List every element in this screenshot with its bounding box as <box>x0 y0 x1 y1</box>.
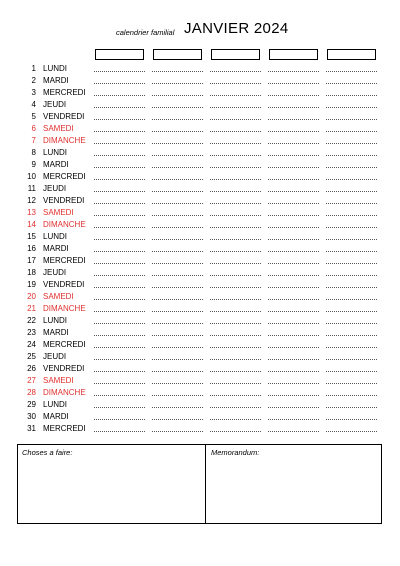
day-row <box>0 279 400 291</box>
entry-line[interactable] <box>268 287 319 288</box>
entry-line[interactable] <box>268 347 319 348</box>
day-number: 21 <box>27 304 36 313</box>
entry-line[interactable] <box>152 371 203 372</box>
day-number: 7 <box>31 136 36 145</box>
member-name-box[interactable] <box>153 49 202 60</box>
day-name: SAMEDI <box>43 208 74 217</box>
day-name: LUNDI <box>43 400 68 409</box>
entry-line[interactable] <box>210 83 261 84</box>
day-name: MERCREDI <box>43 340 86 349</box>
entry-line[interactable] <box>210 95 261 96</box>
entry-line[interactable] <box>152 83 203 84</box>
entry-line[interactable] <box>210 119 261 120</box>
day-name: MARDI <box>43 328 69 337</box>
entry-line[interactable] <box>152 299 203 300</box>
entry-line[interactable] <box>326 71 377 72</box>
entry-line[interactable] <box>94 347 145 348</box>
entry-line[interactable] <box>210 335 261 336</box>
entry-line[interactable] <box>268 383 319 384</box>
day-row <box>0 315 400 327</box>
entry-line[interactable] <box>268 215 319 216</box>
entry-line[interactable] <box>326 215 377 216</box>
day-row <box>0 75 400 87</box>
entry-line[interactable] <box>326 419 377 420</box>
entry-line[interactable] <box>326 119 377 120</box>
day-number: 18 <box>27 268 36 277</box>
entry-line[interactable] <box>152 347 203 348</box>
day-row <box>0 267 400 279</box>
day-row <box>0 363 400 375</box>
entry-line[interactable] <box>326 95 377 96</box>
entry-line[interactable] <box>94 239 145 240</box>
entry-line[interactable] <box>152 359 203 360</box>
day-name: JEUDI <box>43 100 67 109</box>
day-row <box>0 351 400 363</box>
day-name: SAMEDI <box>43 124 74 133</box>
day-row <box>0 207 400 219</box>
day-number: 31 <box>27 424 36 433</box>
entry-line[interactable] <box>210 371 261 372</box>
day-row <box>0 423 400 435</box>
entry-line[interactable] <box>94 299 145 300</box>
entry-line[interactable] <box>94 359 145 360</box>
entry-line[interactable] <box>210 167 261 168</box>
entry-line[interactable] <box>210 419 261 420</box>
entry-line[interactable] <box>268 311 319 312</box>
day-number: 24 <box>27 340 36 349</box>
entry-line[interactable] <box>326 83 377 84</box>
day-row <box>0 339 400 351</box>
day-name: MERCREDI <box>43 256 86 265</box>
entry-line[interactable] <box>268 131 319 132</box>
entry-line[interactable] <box>268 167 319 168</box>
entry-line[interactable] <box>210 407 261 408</box>
day-row <box>0 219 400 231</box>
day-name: DIMANCHE <box>43 388 86 397</box>
entry-line[interactable] <box>326 359 377 360</box>
entry-line[interactable] <box>268 203 319 204</box>
day-number: 17 <box>27 256 36 265</box>
day-number: 20 <box>27 292 36 301</box>
day-row <box>0 327 400 339</box>
day-name: MARDI <box>43 244 69 253</box>
entry-line[interactable] <box>326 191 377 192</box>
day-row <box>0 171 400 183</box>
entry-line[interactable] <box>268 395 319 396</box>
entry-line[interactable] <box>326 431 377 432</box>
entry-line[interactable] <box>152 95 203 96</box>
entry-line[interactable] <box>94 71 145 72</box>
entry-line[interactable] <box>326 167 377 168</box>
entry-line[interactable] <box>94 263 145 264</box>
day-number: 27 <box>27 376 36 385</box>
entry-line[interactable] <box>94 191 145 192</box>
entry-line[interactable] <box>268 239 319 240</box>
day-name: SAMEDI <box>43 292 74 301</box>
day-number: 6 <box>31 124 36 133</box>
entry-line[interactable] <box>152 143 203 144</box>
entry-line[interactable] <box>210 143 261 144</box>
entry-line[interactable] <box>94 251 145 252</box>
entry-line[interactable] <box>152 395 203 396</box>
entry-line[interactable] <box>152 119 203 120</box>
day-name: MARDI <box>43 76 69 85</box>
entry-line[interactable] <box>210 299 261 300</box>
entry-line[interactable] <box>94 419 145 420</box>
entry-line[interactable] <box>326 383 377 384</box>
day-name: MARDI <box>43 412 69 421</box>
entry-line[interactable] <box>210 215 261 216</box>
entry-line[interactable] <box>210 431 261 432</box>
entry-line[interactable] <box>210 311 261 312</box>
day-name: MERCREDI <box>43 88 86 97</box>
entry-line[interactable] <box>268 359 319 360</box>
entry-line[interactable] <box>152 203 203 204</box>
entry-line[interactable] <box>152 323 203 324</box>
entry-line[interactable] <box>268 263 319 264</box>
entry-line[interactable] <box>326 371 377 372</box>
entry-line[interactable] <box>210 251 261 252</box>
notes-section <box>17 444 382 524</box>
day-row <box>0 195 400 207</box>
day-row <box>0 159 400 171</box>
day-name: MERCREDI <box>43 172 86 181</box>
entry-line[interactable] <box>268 275 319 276</box>
day-name: JEUDI <box>43 184 67 193</box>
entry-line[interactable] <box>94 335 145 336</box>
day-name: MERCREDI <box>43 424 86 433</box>
entry-line[interactable] <box>152 287 203 288</box>
entry-line[interactable] <box>326 107 377 108</box>
entry-line[interactable] <box>326 179 377 180</box>
entry-line[interactable] <box>94 323 145 324</box>
day-row <box>0 255 400 267</box>
day-number: 30 <box>27 412 36 421</box>
day-name: DIMANCHE <box>43 136 86 145</box>
entry-line[interactable] <box>94 383 145 384</box>
day-row <box>0 147 400 159</box>
entry-line[interactable] <box>326 275 377 276</box>
entry-line[interactable] <box>94 143 145 144</box>
calendar-subtitle: calendrier familial <box>116 28 175 37</box>
day-number: 16 <box>27 244 36 253</box>
day-number: 19 <box>27 280 36 289</box>
header <box>0 20 400 42</box>
entry-line[interactable] <box>94 131 145 132</box>
day-number: 3 <box>31 88 36 97</box>
day-number: 4 <box>31 100 36 109</box>
entry-line[interactable] <box>268 95 319 96</box>
entry-line[interactable] <box>326 131 377 132</box>
day-name: SAMEDI <box>43 376 74 385</box>
entry-line[interactable] <box>268 335 319 336</box>
entry-line[interactable] <box>94 95 145 96</box>
entry-line[interactable] <box>268 71 319 72</box>
day-number: 25 <box>27 352 36 361</box>
day-row <box>0 231 400 243</box>
day-number: 15 <box>27 232 36 241</box>
entry-line[interactable] <box>326 251 377 252</box>
entry-line[interactable] <box>210 179 261 180</box>
day-row <box>0 183 400 195</box>
entry-line[interactable] <box>268 143 319 144</box>
entry-line[interactable] <box>94 431 145 432</box>
entry-line[interactable] <box>210 383 261 384</box>
entry-line[interactable] <box>326 347 377 348</box>
day-row <box>0 135 400 147</box>
entry-line[interactable] <box>152 191 203 192</box>
member-name-box[interactable] <box>211 49 260 60</box>
entry-line[interactable] <box>152 275 203 276</box>
entry-line[interactable] <box>152 335 203 336</box>
entry-line[interactable] <box>94 179 145 180</box>
day-name: MARDI <box>43 160 69 169</box>
day-name: JEUDI <box>43 268 67 277</box>
entry-line[interactable] <box>210 287 261 288</box>
day-name: DIMANCHE <box>43 220 86 229</box>
day-number: 2 <box>31 76 36 85</box>
day-row <box>0 99 400 111</box>
entry-line[interactable] <box>326 407 377 408</box>
entry-line[interactable] <box>94 275 145 276</box>
entry-line[interactable] <box>326 263 377 264</box>
day-row <box>0 411 400 423</box>
member-name-box[interactable] <box>269 49 318 60</box>
entry-line[interactable] <box>152 311 203 312</box>
entry-line[interactable] <box>210 203 261 204</box>
entry-line[interactable] <box>94 119 145 120</box>
day-name: LUNDI <box>43 232 68 241</box>
entry-line[interactable] <box>152 407 203 408</box>
entry-line[interactable] <box>94 83 145 84</box>
day-number: 13 <box>27 208 36 217</box>
entry-line[interactable] <box>268 107 319 108</box>
entry-line[interactable] <box>152 383 203 384</box>
day-number: 1 <box>31 64 36 73</box>
day-name: VENDREDI <box>43 196 85 205</box>
day-number: 26 <box>27 364 36 373</box>
entry-line[interactable] <box>94 287 145 288</box>
day-name: DIMANCHE <box>43 304 86 313</box>
entry-line[interactable] <box>326 287 377 288</box>
day-row <box>0 123 400 135</box>
entry-line[interactable] <box>326 311 377 312</box>
day-name: LUNDI <box>43 316 68 325</box>
day-number: 29 <box>27 400 36 409</box>
entry-line[interactable] <box>94 371 145 372</box>
entry-line[interactable] <box>326 323 377 324</box>
entry-line[interactable] <box>152 263 203 264</box>
entry-line[interactable] <box>268 119 319 120</box>
entry-line[interactable] <box>326 395 377 396</box>
entry-line[interactable] <box>210 239 261 240</box>
entry-line[interactable] <box>152 239 203 240</box>
todo-label: Choses a faire: <box>22 448 73 457</box>
day-row <box>0 111 400 123</box>
entry-line[interactable] <box>152 251 203 252</box>
entry-line[interactable] <box>152 431 203 432</box>
entry-line[interactable] <box>152 179 203 180</box>
entry-line[interactable] <box>210 71 261 72</box>
day-number: 10 <box>27 172 36 181</box>
day-name: LUNDI <box>43 64 68 73</box>
day-name: JEUDI <box>43 352 67 361</box>
entry-line[interactable] <box>94 107 145 108</box>
day-number: 8 <box>31 148 36 157</box>
entry-line[interactable] <box>326 299 377 300</box>
day-row <box>0 87 400 99</box>
entry-line[interactable] <box>210 191 261 192</box>
day-row <box>0 303 400 315</box>
entry-line[interactable] <box>268 323 319 324</box>
entry-line[interactable] <box>268 407 319 408</box>
day-name: VENDREDI <box>43 112 85 121</box>
calendar-title: JANVIER 2024 <box>184 20 289 37</box>
entry-line[interactable] <box>268 227 319 228</box>
entry-line[interactable] <box>210 227 261 228</box>
entry-line[interactable] <box>326 335 377 336</box>
entry-line[interactable] <box>326 143 377 144</box>
entry-line[interactable] <box>152 227 203 228</box>
entry-line[interactable] <box>268 155 319 156</box>
entry-line[interactable] <box>152 107 203 108</box>
member-name-box[interactable] <box>327 49 376 60</box>
entry-line[interactable] <box>268 419 319 420</box>
member-name-box[interactable] <box>95 49 144 60</box>
entry-line[interactable] <box>268 431 319 432</box>
day-number: 5 <box>31 112 36 121</box>
day-number: 11 <box>27 184 36 193</box>
entry-line[interactable] <box>152 419 203 420</box>
day-row <box>0 243 400 255</box>
entry-line[interactable] <box>94 167 145 168</box>
entry-line[interactable] <box>268 299 319 300</box>
entry-line[interactable] <box>94 407 145 408</box>
entry-line[interactable] <box>210 107 261 108</box>
entry-line[interactable] <box>94 203 145 204</box>
entry-line[interactable] <box>268 191 319 192</box>
entry-line[interactable] <box>268 251 319 252</box>
entry-line[interactable] <box>210 131 261 132</box>
entry-line[interactable] <box>152 167 203 168</box>
entry-line[interactable] <box>210 347 261 348</box>
entry-line[interactable] <box>268 83 319 84</box>
entry-line[interactable] <box>94 215 145 216</box>
day-number: 28 <box>27 388 36 397</box>
entry-line[interactable] <box>94 311 145 312</box>
entry-line[interactable] <box>152 215 203 216</box>
day-number: 22 <box>27 316 36 325</box>
entry-line[interactable] <box>210 359 261 360</box>
day-row <box>0 63 400 75</box>
entry-line[interactable] <box>268 371 319 372</box>
entry-line[interactable] <box>268 179 319 180</box>
day-name: LUNDI <box>43 148 68 157</box>
day-number: 9 <box>31 160 36 169</box>
entry-line[interactable] <box>94 155 145 156</box>
entry-line[interactable] <box>326 239 377 240</box>
notes-divider <box>205 445 206 523</box>
day-number: 23 <box>27 328 36 337</box>
entry-line[interactable] <box>326 203 377 204</box>
entry-line[interactable] <box>326 227 377 228</box>
entry-line[interactable] <box>210 155 261 156</box>
entry-line[interactable] <box>94 227 145 228</box>
entry-line[interactable] <box>210 395 261 396</box>
entry-line[interactable] <box>152 131 203 132</box>
day-name: VENDREDI <box>43 280 85 289</box>
entry-line[interactable] <box>94 395 145 396</box>
day-number: 12 <box>27 196 36 205</box>
entry-line[interactable] <box>210 323 261 324</box>
day-number: 14 <box>27 220 36 229</box>
day-row <box>0 399 400 411</box>
memo-label: Memorandum: <box>211 448 260 457</box>
entry-line[interactable] <box>210 275 261 276</box>
entry-line[interactable] <box>326 155 377 156</box>
entry-line[interactable] <box>210 263 261 264</box>
day-row <box>0 387 400 399</box>
entry-line[interactable] <box>152 71 203 72</box>
day-name: VENDREDI <box>43 364 85 373</box>
day-row <box>0 291 400 303</box>
entry-line[interactable] <box>152 155 203 156</box>
day-row <box>0 375 400 387</box>
